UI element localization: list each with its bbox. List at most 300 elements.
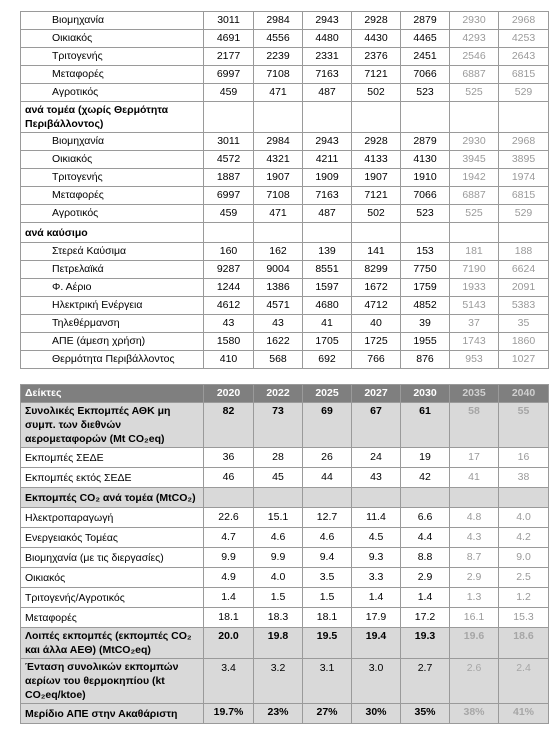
value-cell: 3.0: [352, 659, 401, 704]
year-header: 2030: [401, 385, 450, 403]
value-cell: 18.6: [499, 628, 549, 659]
value-cell: 18.3: [254, 608, 303, 628]
value-cell: 73: [254, 403, 303, 448]
table-row: [21, 12, 549, 30]
value-cell: 487: [303, 205, 352, 223]
value-cell: 1907: [352, 169, 401, 187]
value-cell: 502: [352, 205, 401, 223]
value-cell: 12.7: [303, 508, 352, 528]
table-row: [21, 66, 549, 84]
value-cell: 1910: [401, 169, 450, 187]
value-cell: 1974: [499, 169, 549, 187]
value-cell: 471: [254, 84, 303, 102]
value-cell: 4.2: [499, 528, 549, 548]
year-header: 2040: [499, 385, 549, 403]
empty-cell: [254, 102, 303, 133]
value-cell: 4852: [401, 297, 450, 315]
value-cell: 43: [204, 315, 254, 333]
row-label: Εκπομπές ΣΕΔΕ: [21, 448, 204, 468]
value-cell: 3.2: [254, 659, 303, 704]
value-cell: 17: [450, 448, 499, 468]
value-cell: 2928: [352, 133, 401, 151]
value-cell: 2943: [303, 133, 352, 151]
value-cell: 22.6: [204, 508, 254, 528]
value-cell: 4130: [401, 151, 450, 169]
value-cell: 2239: [254, 48, 303, 66]
empty-cell: [254, 223, 303, 243]
value-cell: 529: [499, 84, 549, 102]
value-cell: 15.1: [254, 508, 303, 528]
value-cell: 1955: [401, 333, 450, 351]
table-row: [21, 403, 549, 448]
row-label: Μεταφορές: [21, 608, 204, 628]
value-cell: 4712: [352, 297, 401, 315]
value-cell: 35%: [401, 704, 450, 724]
value-cell: 4.5: [352, 528, 401, 548]
empty-cell: [254, 488, 303, 508]
value-cell: 9287: [204, 261, 254, 279]
value-cell: 2984: [254, 133, 303, 151]
value-cell: 8.8: [401, 548, 450, 568]
row-label: Λοιπές εκπομπές (εκπομπές CO₂ και άλλα ΑΕΘ) (MtCO₂eq): [21, 628, 204, 659]
value-cell: 41%: [499, 704, 549, 724]
value-cell: 1.4: [401, 588, 450, 608]
value-cell: 4465: [401, 30, 450, 48]
value-cell: 1622: [254, 333, 303, 351]
value-cell: 529: [499, 205, 549, 223]
section-label: Εκπομπές CO₂ ανά τομέα (MtCO₂): [21, 488, 204, 508]
value-cell: 1860: [499, 333, 549, 351]
empty-cell: [303, 488, 352, 508]
value-cell: 5143: [450, 297, 499, 315]
table-row: [21, 548, 549, 568]
value-cell: 58: [450, 403, 499, 448]
row-label: Εκπομπές εκτός ΣΕΔΕ: [21, 468, 204, 488]
row-label: Οικιακός: [21, 151, 204, 169]
row-label: Ενεργειακός Τομέας: [21, 528, 204, 548]
value-cell: 16.1: [450, 608, 499, 628]
value-cell: 19: [401, 448, 450, 468]
value-cell: 1672: [352, 279, 401, 297]
row-label: Ηλεκτρική Ενέργεια: [21, 297, 204, 315]
row-label: Αγροτικός: [21, 84, 204, 102]
value-cell: 459: [204, 84, 254, 102]
value-cell: 3.3: [352, 568, 401, 588]
value-cell: 82: [204, 403, 254, 448]
year-header: 2025: [303, 385, 352, 403]
value-cell: 18.1: [204, 608, 254, 628]
value-cell: 876: [401, 351, 450, 369]
energy-consumption-table: [20, 11, 549, 369]
value-cell: 502: [352, 84, 401, 102]
value-cell: 23%: [254, 704, 303, 724]
row-label: Πετρελαϊκά: [21, 261, 204, 279]
value-cell: 4321: [254, 151, 303, 169]
value-cell: 2.4: [499, 659, 549, 704]
value-cell: 2930: [450, 133, 499, 151]
row-label: Ένταση συνολικών εκπομπών αερίων του θερμοκηπίου (kt CO₂eq/ktoe): [21, 659, 204, 704]
value-cell: 39: [401, 315, 450, 333]
value-cell: 19.6: [450, 628, 499, 659]
table-row: [21, 628, 549, 659]
value-cell: 37: [450, 315, 499, 333]
value-cell: 43: [352, 468, 401, 488]
year-header: 2027: [352, 385, 401, 403]
empty-cell: [352, 102, 401, 133]
table-row: [21, 169, 549, 187]
value-cell: 11.4: [352, 508, 401, 528]
table-row: [21, 351, 549, 369]
row-label: Μεταφορές: [21, 66, 204, 84]
value-cell: 3895: [499, 151, 549, 169]
value-cell: 7121: [352, 66, 401, 84]
table-row: [21, 468, 549, 488]
table-row: [21, 508, 549, 528]
value-cell: 4.6: [254, 528, 303, 548]
table-row: [21, 205, 549, 223]
empty-cell: [450, 488, 499, 508]
value-cell: 67: [352, 403, 401, 448]
value-cell: 568: [254, 351, 303, 369]
row-label: Οικιακός: [21, 568, 204, 588]
value-cell: 7108: [254, 187, 303, 205]
value-cell: 4.8: [450, 508, 499, 528]
value-cell: 2546: [450, 48, 499, 66]
value-cell: 9004: [254, 261, 303, 279]
value-cell: 8551: [303, 261, 352, 279]
value-cell: 1887: [204, 169, 254, 187]
value-cell: 2.6: [450, 659, 499, 704]
value-cell: 2.9: [450, 568, 499, 588]
value-cell: 4480: [303, 30, 352, 48]
value-cell: 4.7: [204, 528, 254, 548]
value-cell: 7066: [401, 187, 450, 205]
value-cell: 1.5: [254, 588, 303, 608]
value-cell: 188: [499, 243, 549, 261]
row-label: Στερεά Καύσιμα: [21, 243, 204, 261]
value-cell: 487: [303, 84, 352, 102]
value-cell: 2643: [499, 48, 549, 66]
value-cell: 9.9: [204, 548, 254, 568]
value-cell: 2.7: [401, 659, 450, 704]
table-row: [21, 243, 549, 261]
value-cell: 153: [401, 243, 450, 261]
value-cell: 8299: [352, 261, 401, 279]
value-cell: 4.0: [499, 508, 549, 528]
table-row: [21, 30, 549, 48]
value-cell: 181: [450, 243, 499, 261]
year-header: 2035: [450, 385, 499, 403]
value-cell: 7108: [254, 66, 303, 84]
value-cell: 45: [254, 468, 303, 488]
year-header: 2020: [204, 385, 254, 403]
value-cell: 6997: [204, 187, 254, 205]
value-cell: 1.4: [204, 588, 254, 608]
value-cell: 7163: [303, 187, 352, 205]
value-cell: 17.2: [401, 608, 450, 628]
value-cell: 525: [450, 205, 499, 223]
value-cell: 24: [352, 448, 401, 468]
value-cell: 7121: [352, 187, 401, 205]
value-cell: 2943: [303, 12, 352, 30]
value-cell: 2928: [352, 12, 401, 30]
value-cell: 4.9: [204, 568, 254, 588]
value-cell: 19.7%: [204, 704, 254, 724]
section-label: ανά τομέα (χωρίς Θερμότητα Περιβάλλοντος): [21, 102, 204, 133]
value-cell: 6624: [499, 261, 549, 279]
value-cell: 6815: [499, 66, 549, 84]
value-cell: 1933: [450, 279, 499, 297]
indicators-body: [21, 403, 549, 724]
value-cell: 525: [450, 84, 499, 102]
value-cell: 3945: [450, 151, 499, 169]
value-cell: 2331: [303, 48, 352, 66]
value-cell: 69: [303, 403, 352, 448]
value-cell: 471: [254, 205, 303, 223]
value-cell: 1743: [450, 333, 499, 351]
table-row: [21, 133, 549, 151]
value-cell: 4430: [352, 30, 401, 48]
value-cell: 1580: [204, 333, 254, 351]
value-cell: 523: [401, 84, 450, 102]
value-cell: 2879: [401, 12, 450, 30]
row-label: Τριτογενής: [21, 48, 204, 66]
value-cell: 40: [352, 315, 401, 333]
value-cell: 1027: [499, 351, 549, 369]
energy-consumption-body: [21, 12, 549, 369]
value-cell: 6997: [204, 66, 254, 84]
value-cell: 3.4: [204, 659, 254, 704]
value-cell: 5383: [499, 297, 549, 315]
indicators-header-row: [21, 385, 549, 403]
value-cell: 9.9: [254, 548, 303, 568]
value-cell: 30%: [352, 704, 401, 724]
value-cell: 6887: [450, 66, 499, 84]
value-cell: 2.5: [499, 568, 549, 588]
empty-cell: [499, 102, 549, 133]
table-row: [21, 261, 549, 279]
row-label: Μερίδιο ΑΠΕ στην Ακαθάριστη: [21, 704, 204, 724]
value-cell: 4571: [254, 297, 303, 315]
value-cell: 2968: [499, 12, 549, 30]
value-cell: 1942: [450, 169, 499, 187]
empty-cell: [204, 488, 254, 508]
value-cell: 17.9: [352, 608, 401, 628]
value-cell: 2091: [499, 279, 549, 297]
value-cell: 3011: [204, 12, 254, 30]
value-cell: 1.4: [352, 588, 401, 608]
value-cell: 6.6: [401, 508, 450, 528]
value-cell: 28: [254, 448, 303, 468]
value-cell: 1725: [352, 333, 401, 351]
row-label: Οικιακός: [21, 30, 204, 48]
table-row: [21, 659, 549, 704]
value-cell: 4.4: [401, 528, 450, 548]
value-cell: 1597: [303, 279, 352, 297]
section-row: [21, 223, 549, 243]
value-cell: 26: [303, 448, 352, 468]
value-cell: 36: [204, 448, 254, 468]
value-cell: 43: [254, 315, 303, 333]
value-cell: 4556: [254, 30, 303, 48]
table-row: [21, 279, 549, 297]
table-row: [21, 48, 549, 66]
value-cell: 46: [204, 468, 254, 488]
value-cell: 19.8: [254, 628, 303, 659]
value-cell: 1386: [254, 279, 303, 297]
value-cell: 2.9: [401, 568, 450, 588]
value-cell: 38: [499, 468, 549, 488]
empty-cell: [450, 102, 499, 133]
empty-cell: [204, 102, 254, 133]
value-cell: 42: [401, 468, 450, 488]
value-cell: 4293: [450, 30, 499, 48]
row-label: Θερμότητα Περιβάλλοντος: [21, 351, 204, 369]
year-header: 2022: [254, 385, 303, 403]
value-cell: 3.5: [303, 568, 352, 588]
value-cell: 7190: [450, 261, 499, 279]
row-label: Τηλεθέρμανση: [21, 315, 204, 333]
value-cell: 15.3: [499, 608, 549, 628]
value-cell: 27%: [303, 704, 352, 724]
value-cell: 4133: [352, 151, 401, 169]
table-row: [21, 187, 549, 205]
value-cell: 61: [401, 403, 450, 448]
section-row: [21, 102, 549, 133]
row-label: Τριτογενής: [21, 169, 204, 187]
value-cell: 7163: [303, 66, 352, 84]
value-cell: 16: [499, 448, 549, 468]
empty-cell: [352, 488, 401, 508]
table-row: [21, 528, 549, 548]
table-row: [21, 704, 549, 724]
value-cell: 2376: [352, 48, 401, 66]
value-cell: 18.1: [303, 608, 352, 628]
value-cell: 8.7: [450, 548, 499, 568]
value-cell: 1907: [254, 169, 303, 187]
value-cell: 20.0: [204, 628, 254, 659]
table-row: [21, 333, 549, 351]
value-cell: 6815: [499, 187, 549, 205]
value-cell: 953: [450, 351, 499, 369]
value-cell: 41: [450, 468, 499, 488]
empty-cell: [499, 488, 549, 508]
value-cell: 2451: [401, 48, 450, 66]
value-cell: 1244: [204, 279, 254, 297]
value-cell: 19.5: [303, 628, 352, 659]
empty-cell: [303, 223, 352, 243]
empty-cell: [204, 223, 254, 243]
value-cell: 4.6: [303, 528, 352, 548]
value-cell: 44: [303, 468, 352, 488]
table-row: [21, 568, 549, 588]
value-cell: 4.3: [450, 528, 499, 548]
value-cell: 4572: [204, 151, 254, 169]
value-cell: 766: [352, 351, 401, 369]
value-cell: 1909: [303, 169, 352, 187]
value-cell: 410: [204, 351, 254, 369]
value-cell: 162: [254, 243, 303, 261]
table-row: [21, 315, 549, 333]
row-label: Ηλεκτροπαραγωγή: [21, 508, 204, 528]
empty-cell: [401, 488, 450, 508]
value-cell: 692: [303, 351, 352, 369]
empty-cell: [499, 223, 549, 243]
row-label: Βιομηχανία (με τις διεργασίες): [21, 548, 204, 568]
value-cell: 4691: [204, 30, 254, 48]
empty-cell: [352, 223, 401, 243]
value-cell: 41: [303, 315, 352, 333]
value-cell: 4211: [303, 151, 352, 169]
value-cell: 1759: [401, 279, 450, 297]
value-cell: 7750: [401, 261, 450, 279]
value-cell: 2177: [204, 48, 254, 66]
empty-cell: [303, 102, 352, 133]
value-cell: 141: [352, 243, 401, 261]
empty-cell: [401, 102, 450, 133]
table-row: [21, 608, 549, 628]
table-row: [21, 84, 549, 102]
row-label: Βιομηχανία: [21, 133, 204, 151]
row-label: Τριτογενής/Αγροτικός: [21, 588, 204, 608]
value-cell: 1.3: [450, 588, 499, 608]
row-label: ΑΠΕ (άμεση χρήση): [21, 333, 204, 351]
value-cell: 9.0: [499, 548, 549, 568]
empty-cell: [401, 223, 450, 243]
table-row: [21, 297, 549, 315]
value-cell: 139: [303, 243, 352, 261]
row-label: Αγροτικός: [21, 205, 204, 223]
value-cell: 7066: [401, 66, 450, 84]
value-cell: 3011: [204, 133, 254, 151]
table-row: [21, 588, 549, 608]
value-cell: 2968: [499, 133, 549, 151]
value-cell: 9.3: [352, 548, 401, 568]
section-label: ανά καύσιμο: [21, 223, 204, 243]
table-row: [21, 151, 549, 169]
row-label: Φ. Αέριο: [21, 279, 204, 297]
value-cell: 4680: [303, 297, 352, 315]
row-label: Μεταφορές: [21, 187, 204, 205]
row-label: Συνολικές Εκπομπές ΑΘΚ μη συμπ. των διεθνών αερομεταφορών (Mt CO₂eq): [21, 403, 204, 448]
value-cell: 459: [204, 205, 254, 223]
value-cell: 55: [499, 403, 549, 448]
value-cell: 4612: [204, 297, 254, 315]
value-cell: 4253: [499, 30, 549, 48]
indicators-table: [20, 384, 549, 724]
value-cell: 1.2: [499, 588, 549, 608]
table-row: [21, 448, 549, 468]
section-row: [21, 488, 549, 508]
value-cell: 4.0: [254, 568, 303, 588]
row-label: Βιομηχανία: [21, 12, 204, 30]
value-cell: 6887: [450, 187, 499, 205]
value-cell: 19.4: [352, 628, 401, 659]
indicators-header-label: Δείκτες: [21, 385, 204, 403]
value-cell: 35: [499, 315, 549, 333]
empty-cell: [450, 223, 499, 243]
value-cell: 2879: [401, 133, 450, 151]
value-cell: 523: [401, 205, 450, 223]
value-cell: 2984: [254, 12, 303, 30]
value-cell: 38%: [450, 704, 499, 724]
value-cell: 3.1: [303, 659, 352, 704]
value-cell: 9.4: [303, 548, 352, 568]
value-cell: 1.5: [303, 588, 352, 608]
value-cell: 2930: [450, 12, 499, 30]
value-cell: 160: [204, 243, 254, 261]
value-cell: 19.3: [401, 628, 450, 659]
